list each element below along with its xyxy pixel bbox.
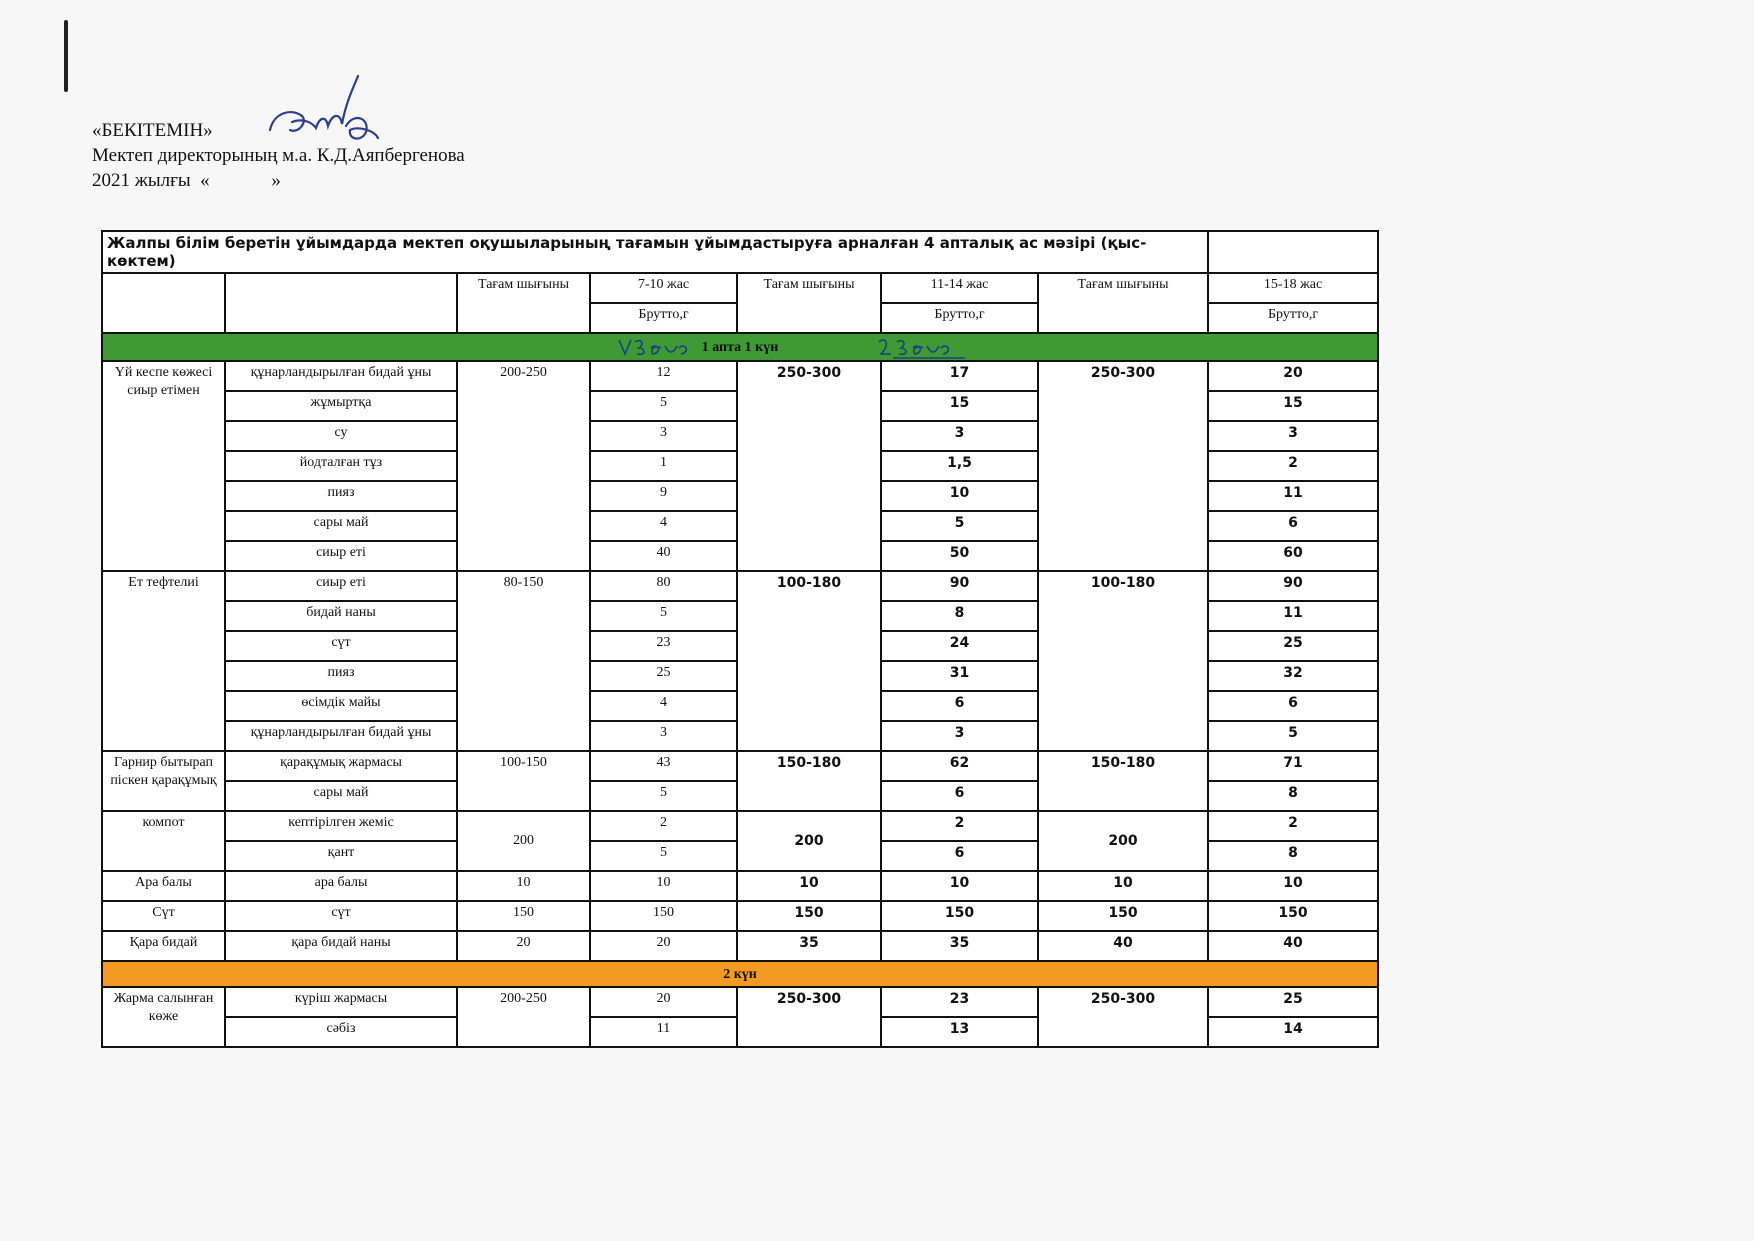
ingredient-name: сүт <box>225 631 457 661</box>
brutto-value: 3 <box>590 721 737 751</box>
brutto-value: 2 <box>1208 451 1378 481</box>
portion-value: 200-250 <box>457 361 590 571</box>
portion-value: 80-150 <box>457 571 590 751</box>
ingredient-name: қант <box>225 841 457 871</box>
table-row <box>102 931 1378 961</box>
ingredient-name: йодталған тұз <box>225 451 457 481</box>
portion-value: 250-300 <box>1038 987 1208 1047</box>
brutto-value: 31 <box>881 661 1038 691</box>
brutto-value: 2 <box>590 811 737 841</box>
dish-name: Ара балы <box>102 871 225 901</box>
brutto-value: 5 <box>590 391 737 421</box>
week1-day1-label: 1 апта 1 күн <box>701 340 779 355</box>
brutto-value: 12 <box>590 361 737 391</box>
table-row <box>102 987 1378 1017</box>
brutto-value: 80 <box>590 571 737 601</box>
ingredient-name: сиыр еті <box>225 571 457 601</box>
table-row <box>102 571 1378 601</box>
portion-value: 10 <box>1038 871 1208 901</box>
portion-value: 100-180 <box>1038 571 1208 751</box>
brutto-value: 62 <box>881 751 1038 781</box>
brutto-value: 11 <box>1208 481 1378 511</box>
table-row <box>102 361 1378 391</box>
brutto-header-1: Брутто,г <box>590 303 737 333</box>
table-row <box>102 901 1378 931</box>
brutto-value: 15 <box>881 391 1038 421</box>
brutto-value: 10 <box>590 871 737 901</box>
portion-value: 200 <box>737 811 881 871</box>
brutto-value: 32 <box>1208 661 1378 691</box>
brutto-value: 25 <box>1208 987 1378 1017</box>
brutto-value: 4 <box>590 511 737 541</box>
portion-value: 150-180 <box>1038 751 1208 811</box>
empty-header-cell <box>1208 231 1378 273</box>
ingredient-name: су <box>225 421 457 451</box>
portion-value: 35 <box>737 931 881 961</box>
dish-name: Қара бидай <box>102 931 225 961</box>
scan-edge-mark <box>64 20 68 92</box>
ingredient-name: құнарландырылған бидай ұны <box>225 361 457 391</box>
brutto-value: 5 <box>881 511 1038 541</box>
portion-value: 200-250 <box>457 987 590 1047</box>
brutto-value: 15 <box>1208 391 1378 421</box>
empty-header-cell <box>225 273 457 333</box>
brutto-value: 90 <box>1208 571 1378 601</box>
day2-band <box>102 961 1378 987</box>
brutto-value: 6 <box>881 781 1038 811</box>
brutto-value: 1 <box>590 451 737 481</box>
brutto-value: 35 <box>881 931 1038 961</box>
brutto-value: 20 <box>590 931 737 961</box>
brutto-value: 13 <box>881 1017 1038 1047</box>
age-header-11-14: 11-14 жас <box>881 273 1038 303</box>
ingredient-name: күріш жармасы <box>225 987 457 1017</box>
portion-value: 250-300 <box>737 987 881 1047</box>
brutto-value: 50 <box>881 541 1038 571</box>
brutto-value: 20 <box>1208 361 1378 391</box>
handwritten-note-2 <box>873 334 973 360</box>
brutto-value: 11 <box>590 1017 737 1047</box>
ingredient-name: сүт <box>225 901 457 931</box>
brutto-value: 90 <box>881 571 1038 601</box>
portion-value: 100-150 <box>457 751 590 811</box>
brutto-value: 14 <box>1208 1017 1378 1047</box>
ingredient-name: қарақұмық жармасы <box>225 751 457 781</box>
ingredient-name: құнарландырылған бидай ұны <box>225 721 457 751</box>
brutto-value: 1,5 <box>881 451 1038 481</box>
brutto-value: 5 <box>1208 721 1378 751</box>
brutto-value: 6 <box>1208 691 1378 721</box>
portion-value: 150 <box>457 901 590 931</box>
date-line: 2021 жылғы « » <box>92 170 281 191</box>
table-row <box>102 811 1378 841</box>
handwritten-signature <box>262 72 382 152</box>
brutto-value: 71 <box>1208 751 1378 781</box>
brutto-value: 40 <box>1208 931 1378 961</box>
ingredient-name: сәбіз <box>225 1017 457 1047</box>
dish-name: Ет тефтелиі <box>102 571 225 751</box>
portion-header-3: Тағам шығыны <box>1038 273 1208 333</box>
brutto-value: 5 <box>590 601 737 631</box>
portion-header-1: Тағам шығыны <box>457 273 590 333</box>
portion-value: 200 <box>457 811 590 871</box>
ingredient-name: пияз <box>225 661 457 691</box>
age-header-7-10: 7-10 жас <box>590 273 737 303</box>
brutto-value: 40 <box>590 541 737 571</box>
brutto-value: 24 <box>881 631 1038 661</box>
approval-heading: «БЕКІТЕМІН» <box>92 120 213 141</box>
portion-value: 150-180 <box>737 751 881 811</box>
brutto-value: 150 <box>1208 901 1378 931</box>
brutto-value: 5 <box>590 841 737 871</box>
menu-table <box>101 230 1379 1048</box>
portion-value: 150 <box>1038 901 1208 931</box>
day2-band-row <box>102 961 1378 987</box>
ingredient-name: сары май <box>225 511 457 541</box>
ingredient-name: кептірілген жеміс <box>225 811 457 841</box>
brutto-value: 25 <box>1208 631 1378 661</box>
dish-name: Сүт <box>102 901 225 931</box>
age-header-15-18: 15-18 жас <box>1208 273 1378 303</box>
day2-label: 2 күн <box>723 967 757 982</box>
brutto-value: 2 <box>881 811 1038 841</box>
ingredient-name: ара балы <box>225 871 457 901</box>
dish-name: Жарма салынған көже <box>102 987 225 1047</box>
table-row <box>102 751 1378 781</box>
brutto-value: 8 <box>1208 841 1378 871</box>
brutto-value: 17 <box>881 361 1038 391</box>
brutto-header-2: Брутто,г <box>881 303 1038 333</box>
brutto-value: 10 <box>881 871 1038 901</box>
brutto-value: 60 <box>1208 541 1378 571</box>
brutto-value: 8 <box>1208 781 1378 811</box>
portion-value: 20 <box>457 931 590 961</box>
portion-value: 250-300 <box>737 361 881 571</box>
ingredient-name: сиыр еті <box>225 541 457 571</box>
table-title: Жалпы білім беретін ұйымдарда мектеп оқушыларының тағамын ұйымдастыруға арналған 4 апталық ас мәзірі (қыс-көктем) <box>102 231 1208 273</box>
portion-value: 250-300 <box>1038 361 1208 571</box>
brutto-header-3: Брутто,г <box>1208 303 1378 333</box>
brutto-value: 150 <box>881 901 1038 931</box>
menu-table-wrapper <box>101 230 1377 1048</box>
portion-value: 10 <box>737 871 881 901</box>
brutto-value: 10 <box>881 481 1038 511</box>
brutto-value: 3 <box>1208 421 1378 451</box>
portion-value: 100-180 <box>737 571 881 751</box>
portion-value: 10 <box>457 871 590 901</box>
brutto-value: 6 <box>1208 511 1378 541</box>
empty-header-cell <box>102 273 225 333</box>
ingredient-name: сары май <box>225 781 457 811</box>
brutto-value: 5 <box>590 781 737 811</box>
brutto-value: 3 <box>590 421 737 451</box>
brutto-value: 25 <box>590 661 737 691</box>
brutto-value: 20 <box>590 987 737 1017</box>
ingredient-name: пияз <box>225 481 457 511</box>
week1-day1-band <box>102 333 1378 361</box>
director-line: Мектеп директорының м.а. К.Д.Аяпбергенова <box>92 145 465 166</box>
brutto-value: 23 <box>881 987 1038 1017</box>
ingredient-name: бидай наны <box>225 601 457 631</box>
brutto-value: 150 <box>590 901 737 931</box>
brutto-value: 9 <box>590 481 737 511</box>
brutto-value: 3 <box>881 421 1038 451</box>
brutto-value: 8 <box>881 601 1038 631</box>
portion-value: 40 <box>1038 931 1208 961</box>
portion-value: 200 <box>1038 811 1208 871</box>
brutto-value: 4 <box>590 691 737 721</box>
table-row <box>102 871 1378 901</box>
brutto-value: 3 <box>881 721 1038 751</box>
brutto-value: 11 <box>1208 601 1378 631</box>
ingredient-name: өсімдік майы <box>225 691 457 721</box>
portion-header-2: Тағам шығыны <box>737 273 881 333</box>
dish-name: компот <box>102 811 225 871</box>
brutto-value: 43 <box>590 751 737 781</box>
dish-name: Гарнир бытырап піскен қарақұмық <box>102 751 225 811</box>
dish-name: Үй кеспе көжесі сиыр етімен <box>102 361 225 571</box>
brutto-value: 6 <box>881 691 1038 721</box>
brutto-value: 6 <box>881 841 1038 871</box>
brutto-value: 2 <box>1208 811 1378 841</box>
brutto-value: 23 <box>590 631 737 661</box>
ingredient-name: қара бидай наны <box>225 931 457 961</box>
ingredient-name: жұмыртқа <box>225 391 457 421</box>
portion-value: 150 <box>737 901 881 931</box>
brutto-value: 10 <box>1208 871 1378 901</box>
